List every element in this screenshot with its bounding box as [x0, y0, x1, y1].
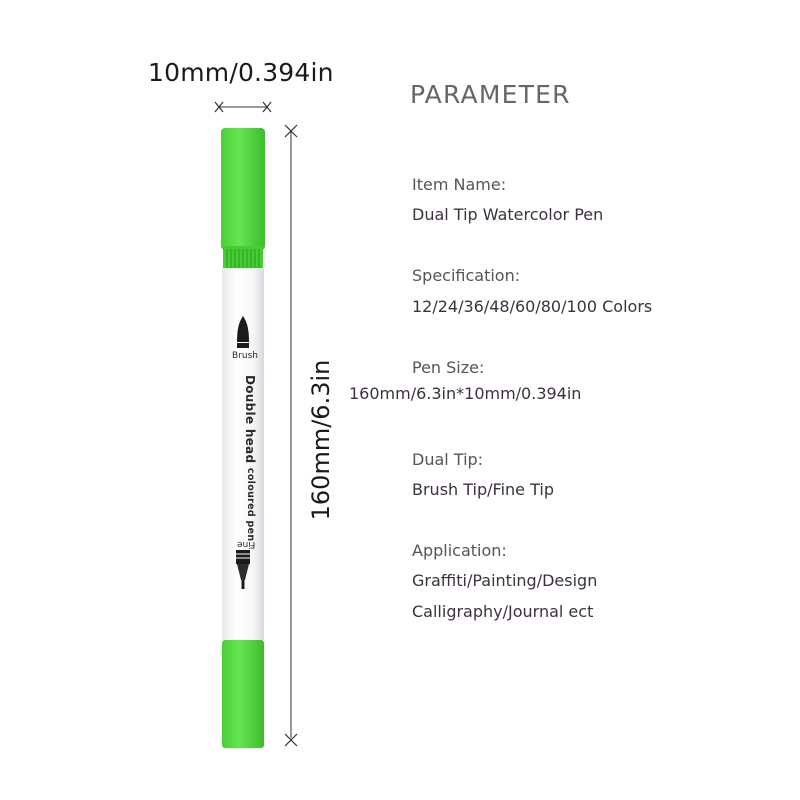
width-dimension-label: 10mm/0.394in	[148, 58, 334, 87]
item-name-label: Item Name:	[412, 175, 507, 194]
specification-label: Specification:	[412, 266, 521, 285]
pen-name-sub: coloured pen	[245, 467, 256, 542]
application-value-line-2: Calligraphy/Journal ect	[412, 602, 594, 621]
application-value-line-1: Graffiti/Painting/Design	[412, 571, 598, 590]
application-label: Application:	[412, 541, 507, 560]
brush-tip-label: Brush	[232, 351, 258, 361]
item-name-value: Dual Tip Watercolor Pen	[412, 205, 604, 224]
pen-size-label: Pen Size:	[412, 358, 485, 377]
dual-tip-label: Dual Tip:	[412, 450, 484, 469]
pen-top-cap	[221, 128, 265, 250]
pen-bottom-cap	[222, 640, 264, 748]
specification-value: 12/24/36/48/60/80/100 Colors	[412, 297, 653, 316]
parameter-heading: PARAMETER	[410, 80, 571, 109]
fine-tip-icon	[236, 550, 250, 564]
pen-size-value: 160mm/6.3in*10mm/0.394in	[349, 384, 582, 403]
height-dimension-label: 160mm/6.3in	[307, 359, 335, 521]
pen-printed-name	[243, 375, 257, 541]
dual-tip-value: Brush Tip/Fine Tip	[412, 480, 554, 499]
width-dimension-arrow	[210, 96, 276, 118]
pen-name-main: Double head	[243, 375, 257, 464]
fine-tip-label: Fine	[237, 539, 256, 549]
